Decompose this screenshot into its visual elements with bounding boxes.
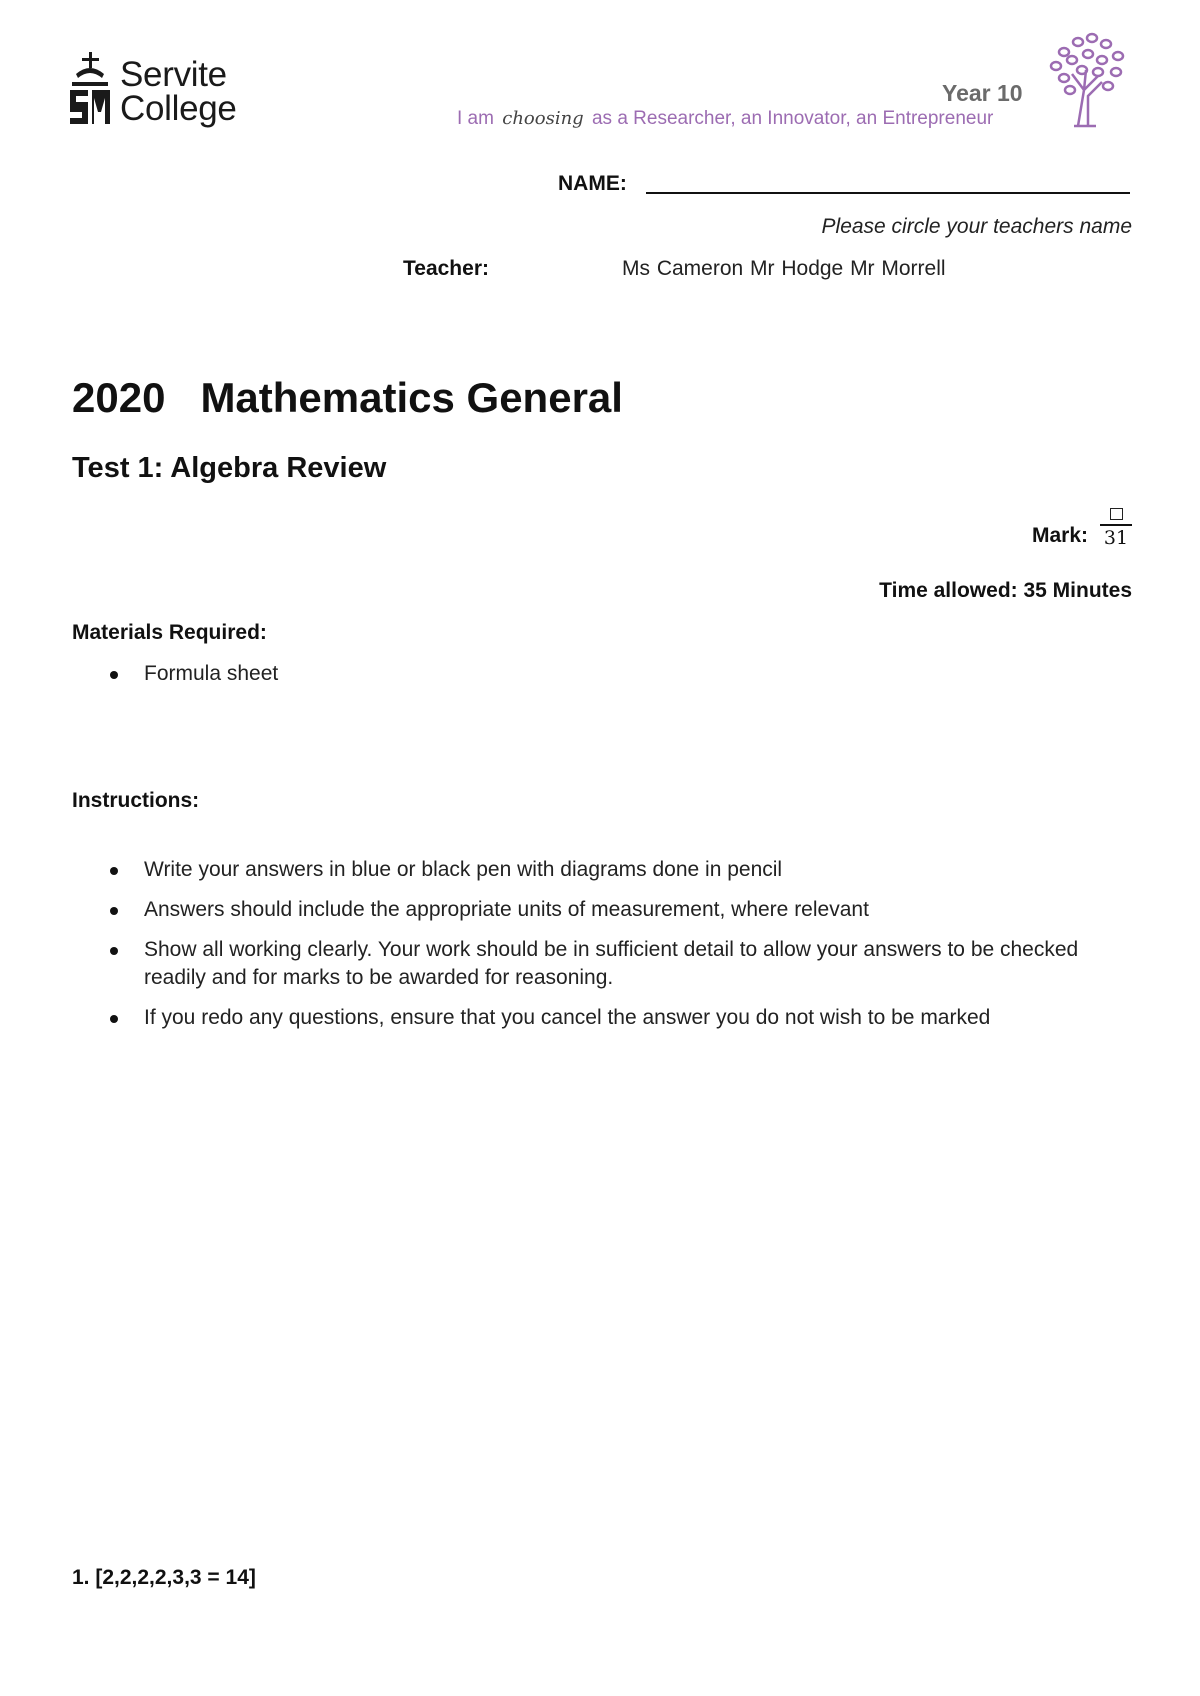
bullet-icon bbox=[110, 671, 118, 679]
list-item bbox=[72, 660, 1132, 688]
instructions-heading: Instructions: bbox=[72, 789, 200, 812]
bullet-icon bbox=[110, 867, 118, 875]
list-item bbox=[72, 1004, 1132, 1032]
teacher-options: Ms Cameron Mr Hodge Mr Morrell bbox=[622, 257, 946, 280]
exam-title: 2020 Mathematics General bbox=[72, 374, 623, 421]
teacher-label: Teacher: bbox=[403, 257, 489, 280]
list-item bbox=[72, 936, 1132, 992]
materials-item-text: Formula sheet bbox=[144, 662, 279, 685]
mark-fraction bbox=[1100, 508, 1132, 549]
bullet-icon bbox=[110, 947, 118, 955]
tagline-script: choosing bbox=[502, 108, 584, 129]
college-name bbox=[120, 55, 237, 128]
instruction-text: Show all working clearly. Your work should be in sufficient detail to allow your answers to be checked readily and for marks to be awarded for reasoning. bbox=[144, 938, 1079, 989]
list-item bbox=[72, 896, 1132, 924]
mark-label: Mark: bbox=[1032, 524, 1089, 547]
college-name-line2: College bbox=[120, 89, 237, 128]
question-1-label: 1. [2,2,2,2,3,3 = 14] bbox=[72, 1566, 256, 1589]
tagline-post: as a Researcher, an Innovator, an Entrepreneur bbox=[591, 108, 994, 129]
materials-list bbox=[72, 660, 1132, 688]
college-name-line1: Servite bbox=[120, 55, 227, 94]
list-item bbox=[72, 856, 1132, 884]
instruction-text: Write your answers in blue or black pen with diagrams done in pencil bbox=[144, 858, 783, 881]
time-allowed: Time allowed: 35 Minutes bbox=[879, 579, 1132, 602]
name-label: NAME: bbox=[558, 172, 627, 195]
name-field[interactable] bbox=[646, 192, 1130, 194]
instruction-text: If you redo any questions, ensure that you cancel the answer you do not wish to be marked bbox=[144, 1006, 991, 1029]
bullet-icon bbox=[110, 1015, 118, 1023]
mark-total: 31 bbox=[1103, 527, 1129, 549]
tree-icon bbox=[1042, 30, 1132, 130]
circle-teacher-note: Please circle your teachers name bbox=[821, 215, 1132, 238]
tagline bbox=[457, 108, 993, 130]
materials-heading: Materials Required: bbox=[72, 621, 267, 644]
fraction-bar bbox=[1100, 524, 1132, 526]
mark-score-box[interactable] bbox=[1110, 508, 1123, 520]
tagline-pre: I am bbox=[457, 108, 494, 129]
instruction-text: Answers should include the appropriate units of measurement, where relevant bbox=[144, 898, 869, 921]
exam-subtitle: Test 1: Algebra Review bbox=[72, 452, 387, 484]
year-level: Year 10 bbox=[942, 80, 1023, 106]
instructions-list bbox=[72, 856, 1132, 1044]
bullet-icon bbox=[110, 907, 118, 915]
